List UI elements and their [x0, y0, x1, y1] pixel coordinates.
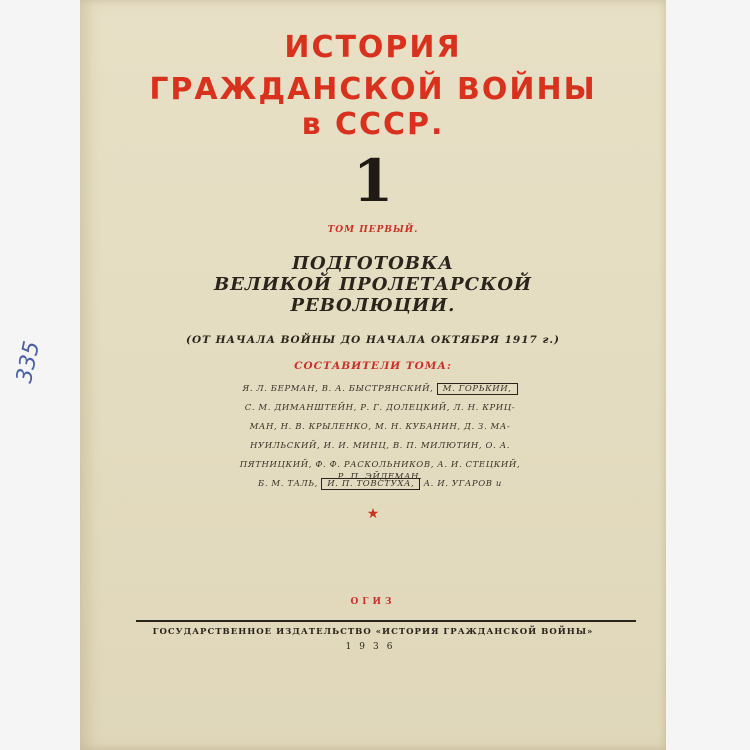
compilers-line-3: МАН, Н. В. КРЫЛЕНКО, М. Н. КУБАНИН, Д. З. МА-: [249, 422, 511, 432]
compilers-line-7: Р. П. ЭЙДЕМАН.: [337, 472, 423, 482]
volume-number: 1: [352, 147, 394, 215]
compilers-line-5: ПЯТНИЦКИЙ, Ф. Ф. РАСКОЛЬНИКОВ, А. И. СТЕЦКИЙ,: [239, 460, 521, 470]
compilers-text: Б. М. ТАЛЬ,: [257, 479, 318, 489]
compilers-line-1: [180, 384, 580, 394]
boxed-name: М. ГОРЬКИЙ,: [437, 383, 518, 395]
subtitle-line-3: РЕВОЛЮЦИИ.: [290, 295, 456, 316]
scan-margin-right: [666, 0, 750, 750]
title-line-2: ГРАЖДАНСКОЙ ВОЙНЫ: [149, 72, 597, 107]
subtitle-line-2: ВЕЛИКОЙ ПРОЛЕТАРСКОЙ: [213, 274, 533, 295]
volume-label: ТОМ ПЕРВЫЙ.: [327, 225, 419, 235]
compilers-text: Я. Л. БЕРМАН, В. А. БЫСТРЯНСКИЙ,: [242, 384, 434, 394]
subtitle-line-1: ПОДГОТОВКА: [291, 253, 455, 274]
handwritten-note: 335: [12, 338, 46, 386]
compilers-line-2: С. М. ДИМАНШТЕЙН, Р. Г. ДОЛЕЦКИЙ, Л. Н. КРИЦ-: [244, 403, 516, 413]
period-note: (ОТ НАЧАЛА ВОЙНЫ ДО НАЧАЛА ОКТЯБРЯ 1917 г.): [185, 334, 561, 346]
title-line-3: в СССР.: [301, 107, 445, 142]
publisher-short: ОГИЗ: [350, 597, 396, 607]
publication-year: 1936: [345, 642, 401, 652]
compilers-text: А. И. УГАРОВ и: [423, 479, 503, 489]
title-page: [80, 0, 666, 750]
divider-rule: [136, 620, 636, 622]
publisher-full: ГОСУДАРСТВЕННОЕ ИЗДАТЕЛЬСТВО «ИСТОРИЯ ГРАЖДАНСКОЙ ВОЙНЫ»: [152, 627, 594, 637]
title-line-1: ИСТОРИЯ: [284, 30, 462, 65]
star-ornament: ★: [366, 506, 380, 522]
compilers-heading: СОСТАВИТЕЛИ ТОМА:: [294, 360, 452, 372]
compilers-line-4: НУИЛЬСКИЙ, И. И. МИНЦ, В. П. МИЛЮТИН, О. А.: [249, 441, 511, 451]
boxed-name: И. П. ТОВСТУХА,: [321, 478, 420, 490]
